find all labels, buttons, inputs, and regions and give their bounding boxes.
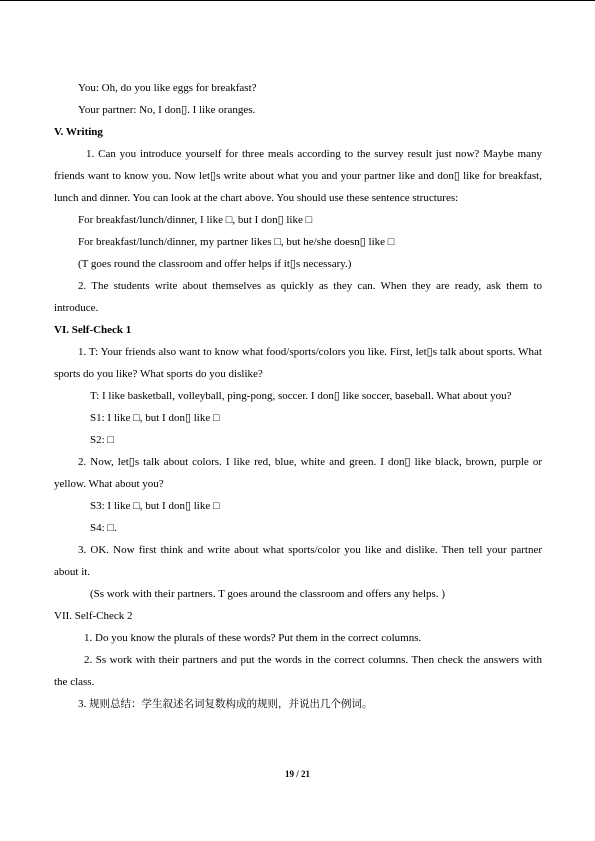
section-heading-self-check-2: VII. Self-Check 2 — [54, 610, 133, 622]
top-border-line — [0, 0, 595, 1]
writing-paragraph-1: 1. Can you introduce yourself for three meals according to the survey result just now? Maybe many friends want to know you. Now let▯s write about what you and your partner like and don▯ like for breakfast, lunch and dinner. You can look at the chart above. You should use these sentence structures: — [54, 148, 542, 204]
self-check-1-teacher-line: T: I like basketball, volleyball, ping-pong, soccer. I don▯ like soccer, baseball. What about you? — [90, 390, 512, 402]
self-check-2-item-number: 3. — [78, 698, 87, 710]
section-heading-self-check-1: VI. Self-Check 1 — [54, 324, 132, 336]
document-body — [54, 77, 542, 715]
self-check-1-note: (Ss work with their partners. T goes around the classroom and offers any helps. ) — [90, 588, 445, 600]
self-check-1-s1-line: S1: I like □, but I don▯ like □ — [90, 412, 220, 424]
section-heading-writing: V. Writing — [54, 126, 103, 138]
dialogue-partner-line: Your partner: No, I don▯. I like oranges. — [78, 104, 256, 116]
self-check-1-s4-line: S4: □. — [90, 522, 117, 534]
page-number: 19 / 21 — [284, 769, 310, 779]
self-check-2-chinese-text: 规则总结：学生叙述名词复数构成的规则，并说出几个例词。 — [89, 698, 373, 710]
self-check-1-paragraph-3: 3. OK. Now first think and write about what sports/color you like and dislike. Then tell your partner about it. — [54, 544, 542, 578]
writing-sentence-structure-2: For breakfast/lunch/dinner, my partner likes □, but he/she doesn▯ like □ — [78, 236, 395, 248]
dialogue-you-line: You: Oh, do you like eggs for breakfast? — [78, 82, 257, 94]
self-check-2-paragraph-1: 1. Do you know the plurals of these words? Put them in the correct columns. — [84, 632, 422, 644]
writing-sentence-structure-1: For breakfast/lunch/dinner, I like □, but I don▯ like □ — [78, 214, 313, 226]
writing-teacher-note: (T goes round the classroom and offer helps if it▯s necessary.) — [78, 258, 352, 270]
self-check-1-paragraph-1: 1. T: Your friends also want to know what food/sports/colors you like. First, let▯s talk about sports. What sports do you like? What sports do you dislike? — [54, 346, 542, 380]
self-check-2-paragraph-2: 2. Ss work with their partners and put the words in the correct columns. Then check the answers with the class. — [54, 654, 542, 688]
self-check-1-s2-line: S2: □ — [90, 434, 115, 446]
self-check-1-s3-line: S3: I like □, but I don▯ like □ — [90, 500, 220, 512]
self-check-2-paragraph-3 — [54, 693, 542, 715]
writing-paragraph-2: 2. The students write about themselves as quickly as they can. When they are ready, ask them to introduce. — [54, 280, 542, 314]
self-check-1-paragraph-2: 2. Now, let▯s talk about colors. I like red, blue, white and green. I don▯ like black, brown, purple or yellow. What about you? — [54, 456, 542, 490]
